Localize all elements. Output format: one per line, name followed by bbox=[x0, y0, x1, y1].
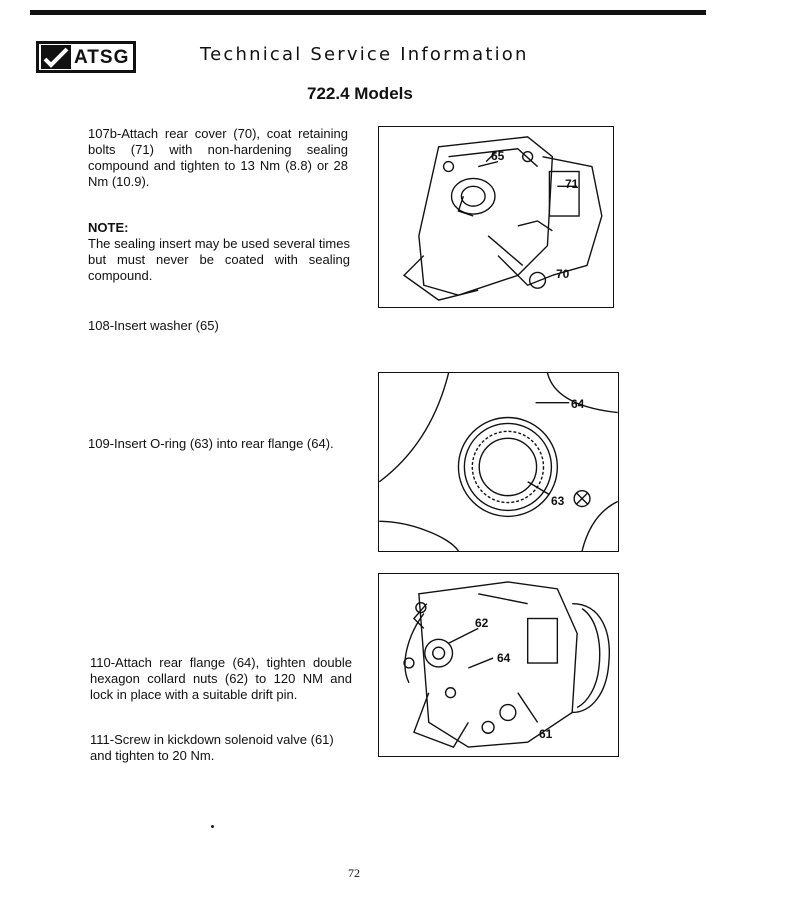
checkmark-logo-icon bbox=[41, 45, 71, 69]
note-label: NOTE: bbox=[88, 220, 129, 235]
callout-61: 61 bbox=[539, 727, 553, 741]
scan-speck bbox=[211, 825, 214, 828]
figure-flange-nuts bbox=[378, 573, 619, 757]
logo-text: ATSG bbox=[74, 46, 130, 68]
figure-rear-cover bbox=[378, 126, 614, 308]
step-107b: 107b-Attach rear cover (70), coat retaining bolts (71) with non-hardening sealing compound and tighten to 13 Nm (8.8) or 28 Nm (10.9). bbox=[88, 126, 348, 189]
callout-71: 71 bbox=[565, 177, 579, 191]
callout-64: 64 bbox=[497, 651, 511, 665]
atsg-logo bbox=[36, 41, 136, 73]
step-111: 111-Screw in kickdown solenoid valve (61) and tighten to 20 Nm. bbox=[90, 732, 334, 763]
header-title: Technical Service Information bbox=[200, 44, 529, 65]
page-number: 72 bbox=[348, 866, 360, 880]
section-title: 722.4 Models bbox=[307, 84, 413, 103]
step-108: 108-Insert washer (65) bbox=[88, 318, 219, 333]
figure-rear-flange bbox=[378, 372, 619, 552]
callout-63: 63 bbox=[551, 494, 565, 508]
callout-65: 65 bbox=[491, 149, 505, 163]
note-text: The sealing insert may be used several times but must never be coated with sealing compound. bbox=[88, 236, 350, 283]
top-rule bbox=[30, 10, 706, 15]
step-109: 109-Insert O-ring (63) into rear flange (64). bbox=[88, 436, 334, 451]
callout-70: 70 bbox=[556, 267, 570, 281]
flange-nuts-solenoid-illustration bbox=[379, 574, 618, 756]
callout-64: 64 bbox=[571, 397, 585, 411]
callout-62: 62 bbox=[475, 616, 489, 630]
step-110: 110-Attach rear flange (64), tighten double hexagon collard nuts (62) to 120 NM and lock in place with a suitable drift pin. bbox=[90, 655, 352, 702]
